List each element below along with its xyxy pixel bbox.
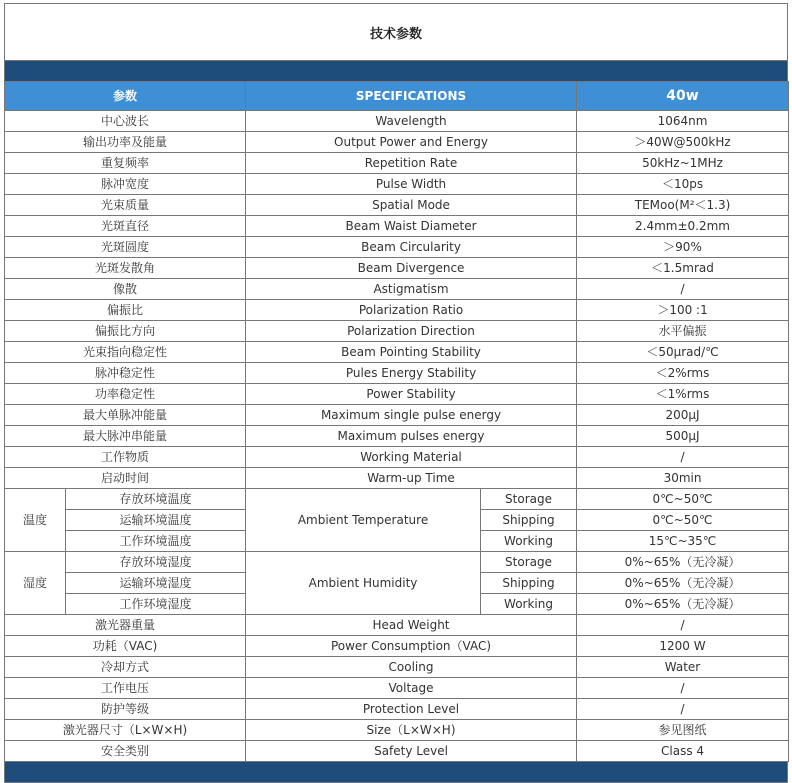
param-condition: Shipping	[481, 510, 577, 531]
table-row	[5, 111, 789, 132]
param-cn: 工作物质	[5, 447, 246, 468]
param-en: Working Material	[246, 447, 577, 468]
param-cn: 脉冲宽度	[5, 174, 246, 195]
table-row	[5, 300, 789, 321]
param-en: Beam Divergence	[246, 258, 577, 279]
param-en: Voltage	[246, 678, 577, 699]
table-row	[5, 468, 789, 489]
param-cn: 最大单脉冲能量	[5, 405, 246, 426]
param-value: 500μJ	[577, 426, 789, 447]
param-en: Beam Waist Diameter	[246, 216, 577, 237]
param-cn: 脉冲稳定性	[5, 363, 246, 384]
param-value: /	[577, 678, 789, 699]
param-en: Beam Circularity	[246, 237, 577, 258]
param-value: 1064nm	[577, 111, 789, 132]
param-value: TEMoo(M²＜1.3)	[577, 195, 789, 216]
param-en: Safety Level	[246, 741, 577, 762]
param-value: 50kHz~1MHz	[577, 153, 789, 174]
table-row	[5, 489, 789, 510]
param-cn: 工作环境温度	[66, 531, 246, 552]
temperature-group-label: 温度	[5, 489, 66, 552]
param-cn: 输出功率及能量	[5, 132, 246, 153]
param-value: Water	[577, 657, 789, 678]
table-row	[5, 132, 789, 153]
table-row	[5, 363, 789, 384]
table-row	[5, 321, 789, 342]
table-row	[5, 237, 789, 258]
top-band	[4, 61, 788, 81]
param-cn: 像散	[5, 279, 246, 300]
param-cn: 偏振比方向	[5, 321, 246, 342]
param-cn: 启动时间	[5, 468, 246, 489]
param-cn: 光束质量	[5, 195, 246, 216]
param-cn: 工作电压	[5, 678, 246, 699]
table-row	[5, 615, 789, 636]
param-cn: 光斑直径	[5, 216, 246, 237]
param-value: 0℃~50℃	[577, 510, 789, 531]
table-row	[5, 699, 789, 720]
param-en: Maximum single pulse energy	[246, 405, 577, 426]
header-param: 参数	[5, 82, 246, 111]
bottom-band	[4, 762, 788, 783]
param-condition: Working	[481, 594, 577, 615]
param-cn: 存放环境湿度	[66, 552, 246, 573]
page-title: 技术参数	[4, 3, 788, 61]
param-en: Protection Level	[246, 699, 577, 720]
header-model: 40w	[577, 82, 789, 111]
param-en: Repetition Rate	[246, 153, 577, 174]
param-en: Polarization Direction	[246, 321, 577, 342]
param-en: Power Consumption（VAC)	[246, 636, 577, 657]
param-value: ＜50μrad/℃	[577, 342, 789, 363]
param-condition: Storage	[481, 489, 577, 510]
param-cn: 冷却方式	[5, 657, 246, 678]
table-header-row	[5, 82, 789, 111]
param-en: Astigmatism	[246, 279, 577, 300]
table-body	[5, 111, 789, 762]
param-value: ＜2%rms	[577, 363, 789, 384]
param-cn: 偏振比	[5, 300, 246, 321]
param-value: ＞40W@500kHz	[577, 132, 789, 153]
header-specifications: SPECIFICATIONS	[246, 82, 577, 111]
param-en: Pulse Width	[246, 174, 577, 195]
param-en: Cooling	[246, 657, 577, 678]
table-row	[5, 258, 789, 279]
param-cn: 最大脉冲串能量	[5, 426, 246, 447]
param-cn: 光斑圆度	[5, 237, 246, 258]
param-value: /	[577, 447, 789, 468]
param-value: Class 4	[577, 741, 789, 762]
param-value: ＜10ps	[577, 174, 789, 195]
param-condition: Storage	[481, 552, 577, 573]
spec-sheet	[4, 0, 788, 783]
humidity-en-label: Ambient Humidity	[246, 552, 481, 615]
param-en: Maximum pulses energy	[246, 426, 577, 447]
param-value: /	[577, 699, 789, 720]
table-row	[5, 279, 789, 300]
param-value: ＜1%rms	[577, 384, 789, 405]
param-en: Warm-up Time	[246, 468, 577, 489]
table-row	[5, 552, 789, 573]
param-cn: 存放环境温度	[66, 489, 246, 510]
param-en: Beam Pointing Stability	[246, 342, 577, 363]
param-en: Power Stability	[246, 384, 577, 405]
table-row	[5, 216, 789, 237]
param-cn: 中心波长	[5, 111, 246, 132]
param-value: ＞100 :1	[577, 300, 789, 321]
param-value: 水平偏振	[577, 321, 789, 342]
param-value: 2.4mm±0.2mm	[577, 216, 789, 237]
param-cn: 防护等级	[5, 699, 246, 720]
param-value: /	[577, 615, 789, 636]
param-value: ＞90%	[577, 237, 789, 258]
param-cn: 光束指向稳定性	[5, 342, 246, 363]
param-cn: 激光器重量	[5, 615, 246, 636]
param-value: 0%~65%（无冷凝）	[577, 594, 789, 615]
table-row	[5, 720, 789, 741]
param-value: 15℃~35℃	[577, 531, 789, 552]
table-row	[5, 195, 789, 216]
param-value: 1200 W	[577, 636, 789, 657]
humidity-group-label: 湿度	[5, 552, 66, 615]
table-row	[5, 426, 789, 447]
temperature-en-label: Ambient Temperature	[246, 489, 481, 552]
param-en: Wavelength	[246, 111, 577, 132]
table-row	[5, 741, 789, 762]
param-condition: Shipping	[481, 573, 577, 594]
param-cn: 激光器尺寸（L×W×H)	[5, 720, 246, 741]
spec-table	[4, 81, 789, 762]
param-condition: Working	[481, 531, 577, 552]
table-row	[5, 342, 789, 363]
param-cn: 运输环境湿度	[66, 573, 246, 594]
param-value: 参见图纸	[577, 720, 789, 741]
param-cn: 运输环境温度	[66, 510, 246, 531]
table-row	[5, 384, 789, 405]
table-row	[5, 153, 789, 174]
param-en: Head Weight	[246, 615, 577, 636]
param-value: /	[577, 279, 789, 300]
param-value: 200μJ	[577, 405, 789, 426]
param-cn: 功率稳定性	[5, 384, 246, 405]
param-en: Pules Energy Stability	[246, 363, 577, 384]
table-row	[5, 174, 789, 195]
param-value: 30min	[577, 468, 789, 489]
table-row	[5, 405, 789, 426]
param-cn: 光斑发散角	[5, 258, 246, 279]
table-row	[5, 636, 789, 657]
param-value: 0%~65%（无冷凝）	[577, 573, 789, 594]
param-value: ＜1.5mrad	[577, 258, 789, 279]
param-en: Output Power and Energy	[246, 132, 577, 153]
param-value: 0%~65%（无冷凝）	[577, 552, 789, 573]
table-row	[5, 657, 789, 678]
param-value: 0℃~50℃	[577, 489, 789, 510]
param-cn: 功耗（VAC)	[5, 636, 246, 657]
table-row	[5, 447, 789, 468]
param-en: Spatial Mode	[246, 195, 577, 216]
param-en: Polarization Ratio	[246, 300, 577, 321]
param-cn: 重复频率	[5, 153, 246, 174]
table-row	[5, 678, 789, 699]
param-en: Size（L×W×H)	[246, 720, 577, 741]
param-cn: 安全类别	[5, 741, 246, 762]
param-cn: 工作环境湿度	[66, 594, 246, 615]
